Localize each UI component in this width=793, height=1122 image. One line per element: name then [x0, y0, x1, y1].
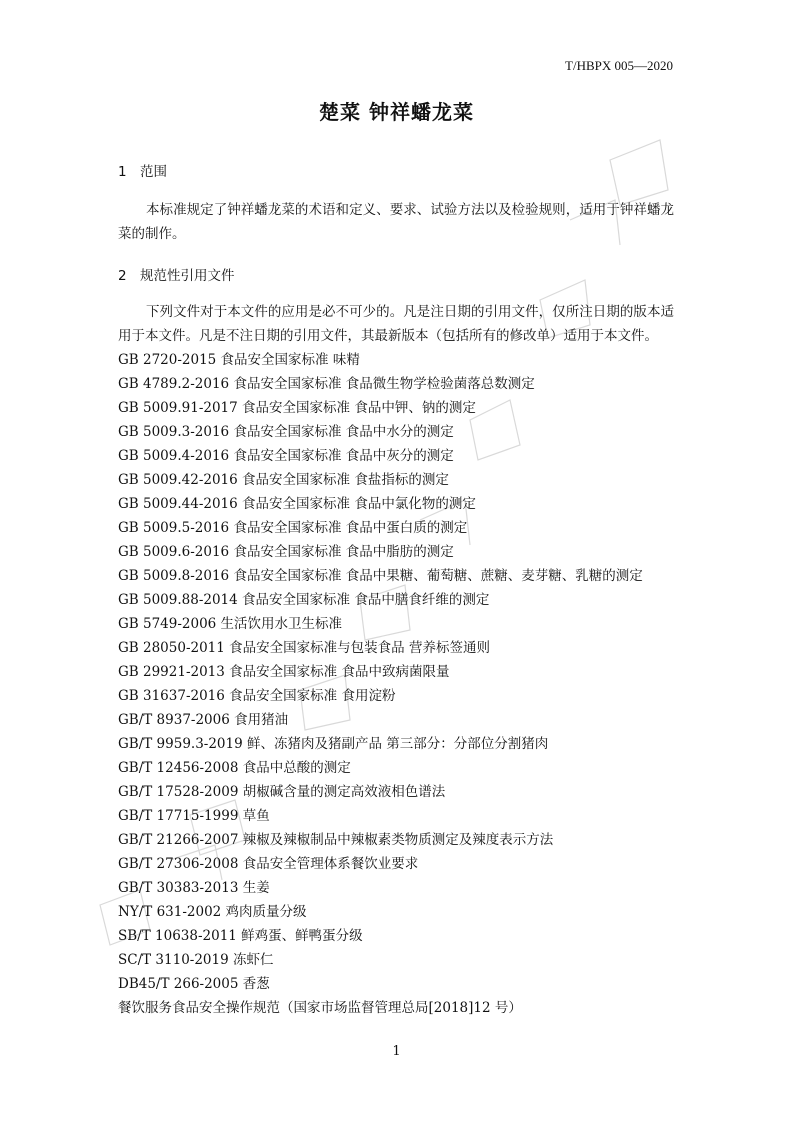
- reference-item: GB 5749-2006 生活饮用水卫生标准: [118, 616, 343, 632]
- reference-item: GB/T 12456-2008 食品中总酸的测定: [118, 760, 351, 776]
- reference-list: [118, 348, 643, 1020]
- reference-item: GB 2720-2015 食品安全国家标准 味精: [118, 352, 360, 368]
- reference-item: GB 4789.2-2016 食品安全国家标准 食品微生物学检验菌落总数测定: [118, 376, 535, 392]
- document-code: T/HBPX 005—2020: [565, 58, 673, 73]
- reference-item: GB/T 9959.3-2019 鲜、冻猪肉及猪副产品 第三部分：分部位分割猪肉: [118, 736, 549, 752]
- reference-item: GB 5009.42-2016 食品安全国家标准 食盐指标的测定: [118, 472, 449, 488]
- reference-item: GB/T 27306-2008 食品安全管理体系餐饮业要求: [118, 856, 419, 872]
- section-heading-scope: [118, 160, 167, 180]
- reference-item: NY/T 631-2002 鸡肉质量分级: [118, 904, 307, 920]
- reference-item: GB 5009.6-2016 食品安全国家标准 食品中脂肪的测定: [118, 544, 454, 560]
- reference-item: SB/T 10638-2011 鲜鸡蛋、鲜鸭蛋分级: [118, 928, 363, 944]
- reference-item: GB/T 17528-2009 胡椒碱含量的测定高效液相色谱法: [118, 784, 446, 800]
- reference-item: GB 31637-2016 食品安全国家标准 食用淀粉: [118, 688, 396, 704]
- section-number: 2: [118, 268, 127, 284]
- reference-item: GB 5009.88-2014 食品安全国家标准 食品中膳食纤维的测定: [118, 592, 490, 608]
- references-intro-paragraph: 下列文件对于本文件的应用是必不可少的。凡是注日期的引用文件，仅所注日期的版本适用于本文件。凡是不注日期的引用文件，其最新版本（包括所有的修改单）适用于本文件。: [118, 304, 674, 344]
- reference-item: GB 28050-2011 食品安全国家标准与包装食品 营养标签通则: [118, 640, 490, 656]
- reference-item: GB/T 21266-2007 辣椒及辣椒制品中辣椒素类物质测定及辣度表示方法: [118, 832, 554, 848]
- reference-item: GB 5009.4-2016 食品安全国家标准 食品中灰分的测定: [118, 448, 454, 464]
- reference-item: 餐饮服务食品安全操作规范（国家市场监督管理总局[2018]12 号）: [118, 1000, 522, 1016]
- reference-item: GB 5009.44-2016 食品安全国家标准 食品中氯化物的测定: [118, 496, 476, 512]
- section-title: 规范性引用文件: [140, 268, 235, 284]
- section-title: 范围: [140, 164, 167, 180]
- reference-item: GB 29921-2013 食品安全国家标准 食品中致病菌限量: [118, 664, 450, 680]
- section-heading-normative-references: [118, 264, 235, 284]
- page-number: 1: [392, 1044, 401, 1059]
- reference-item: GB 5009.3-2016 食品安全国家标准 食品中水分的测定: [118, 424, 454, 440]
- reference-item: GB/T 17715-1999 草鱼: [118, 808, 270, 824]
- scope-paragraph: 本标准规定了钟祥蟠龙菜的术语和定义、要求、试验方法以及检验规则，适用于钟祥蟠龙菜的制作。: [118, 202, 674, 242]
- reference-item: GB 5009.5-2016 食品安全国家标准 食品中蛋白质的测定: [118, 520, 468, 536]
- section-number: 1: [118, 164, 127, 180]
- reference-item: GB/T 8937-2006 食用猪油: [118, 712, 289, 728]
- reference-item: GB 5009.91-2017 食品安全国家标准 食品中钾、钠的测定: [118, 400, 476, 416]
- reference-item: GB 5009.8-2016 食品安全国家标准 食品中果糖、葡萄糖、蔗糖、麦芽糖、乳糖的测定: [118, 568, 643, 584]
- reference-item: GB/T 30383-2013 生姜: [118, 880, 270, 896]
- reference-item: SC/T 3110-2019 冻虾仁: [118, 952, 274, 968]
- document-title: 楚菜 钟祥蟠龙菜: [319, 100, 474, 124]
- reference-item: DB45/T 266-2005 香葱: [118, 976, 270, 992]
